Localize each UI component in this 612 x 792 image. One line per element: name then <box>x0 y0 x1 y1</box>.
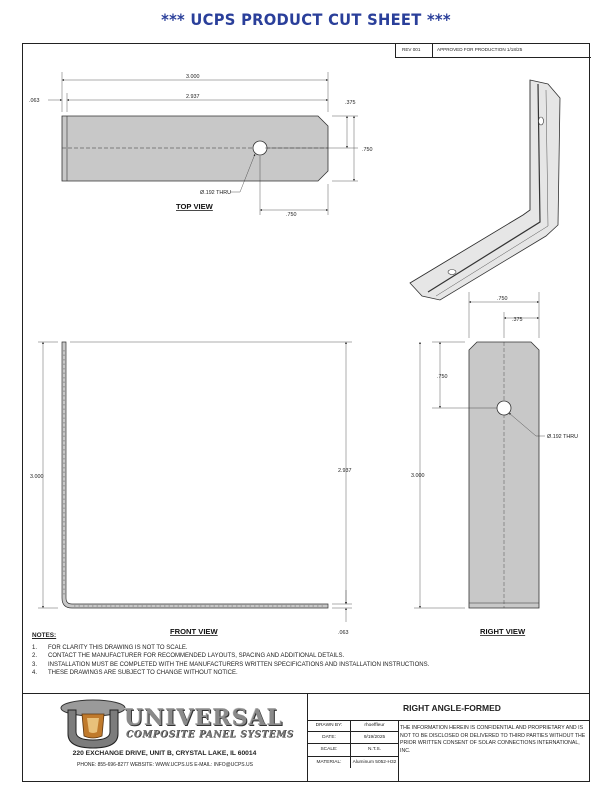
confidentiality-disclaimer: THE INFORMATION HEREIN IS CONFIDENTIAL AND PROPRIETARY AND IS NOT TO BE DISCLOSED OR DELIVERED TO THIRD PARTIES WITHOUT THE PRIOR WRITTEN CONSENT OF SOLAR CONNECTIONS INTERNATIONAL, INC. <box>400 725 586 754</box>
top-hole-callout: Ø.192 THRU <box>200 190 232 196</box>
top-dim-thickness: .063 <box>29 98 40 104</box>
title-block-table <box>308 720 398 768</box>
notes-section <box>32 632 429 679</box>
top-dim-hole-end: .750 <box>286 212 297 218</box>
note-item: 2. CONTACT THE MANUFACTURER FOR RECOMMENDED LAYOUTS, SPACING AND ADDITIONAL DETAILS. <box>32 653 345 660</box>
right-dim-width: .750 <box>497 296 508 302</box>
company-name: UNIVERSAL <box>124 705 284 731</box>
right-view-label: RIGHT VIEW <box>480 627 526 636</box>
top-view-label: TOP VIEW <box>176 202 213 211</box>
revision-note: APPROVED FOR PRODUCTION 1/18/25 <box>437 47 523 52</box>
part-name-cell <box>308 694 590 721</box>
front-dim-length: 2.937 <box>338 468 352 474</box>
title-block-row: DATE: 9/19/2025 <box>308 732 398 744</box>
right-view <box>411 292 578 636</box>
right-dim-height: 3.000 <box>411 473 425 479</box>
company-address: 220 EXCHANGE DRIVE, UNIT B, CRYSTAL LAKE, IL 60014 <box>72 750 257 757</box>
top-view-hole <box>253 141 267 155</box>
top-view-plate <box>62 116 328 181</box>
company-contact: PHONE: 855-696-8277 WEBSITE: WWW.UCPS.US E-MAIL: INFO@UCPS.US <box>77 762 253 768</box>
right-dim-hole-side: .375 <box>512 317 523 323</box>
title-block-row: DRAWN BY: rhoeffleur <box>308 720 398 732</box>
part-name: RIGHT ANGLE-FORMED <box>403 703 501 713</box>
title-block <box>22 693 590 782</box>
title-block-row: MATERIAL: Aluminum 5052-H32 <box>308 757 398 768</box>
top-view <box>29 72 373 218</box>
sheet-title: *** UCPS PRODUCT CUT SHEET *** <box>161 10 451 29</box>
notes-title: NOTES: <box>32 632 57 639</box>
top-dim-overall: 3.000 <box>186 74 200 80</box>
note-item: 1. FOR CLARITY THIS DRAWING IS NOT TO SCALE. <box>32 645 188 651</box>
company-logo-area <box>22 694 307 782</box>
top-dim-hole-side: .375 <box>345 100 356 106</box>
top-dim-flat: 2.937 <box>186 94 200 100</box>
notes-list <box>32 645 429 679</box>
note-item: 3. INSTALLATION MUST BE COMPLETED WITH THE MANUFACTURERS WRITTEN SPECIFICATIONS AND INSTALLATION INSTRUCTIONS. <box>32 661 430 668</box>
front-view-profile <box>62 342 328 608</box>
front-view <box>30 342 352 636</box>
note-item: 4. THESE DRAWINGS ARE SUBJECT TO CHANGE WITHOUT NOTICE. <box>32 670 238 677</box>
isometric-view <box>410 80 560 300</box>
front-dim-height: 3.000 <box>30 474 44 480</box>
right-hole-callout: Ø.192 THRU <box>547 434 579 440</box>
right-dim-hole-end: .750 <box>437 374 448 380</box>
revision-number: REV 001 <box>402 47 421 52</box>
front-dim-thickness: .063 <box>338 630 349 636</box>
company-subtitle: COMPOSITE PANEL SYSTEMS <box>126 730 294 740</box>
right-view-hole <box>497 401 511 415</box>
top-dim-width: .750 <box>362 147 373 153</box>
title-block-row: SCALE: N.T.S. <box>308 744 398 756</box>
company-logo-icon <box>58 698 128 752</box>
front-view-label: FRONT VIEW <box>170 627 218 636</box>
